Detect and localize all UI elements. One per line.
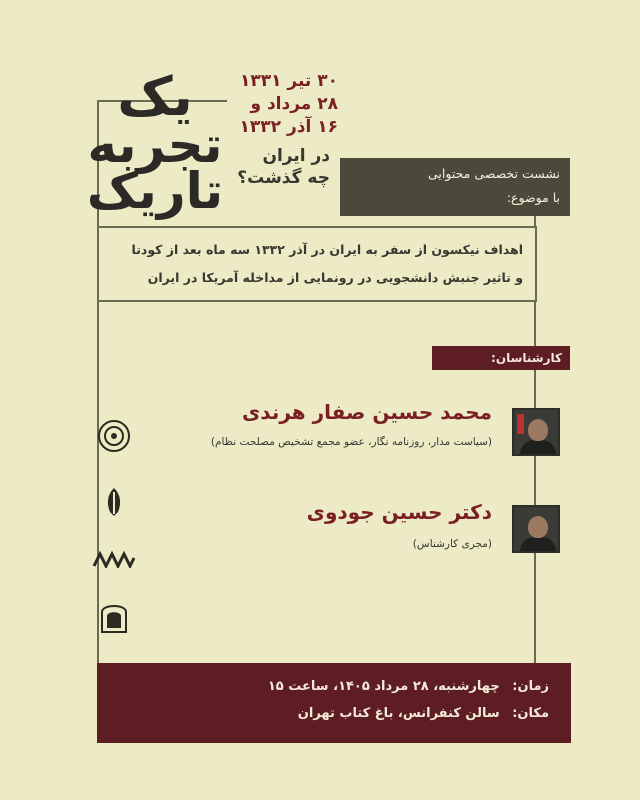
topic-box bbox=[97, 226, 537, 302]
date-line-3: ۱۶ آذر ۱۳۳۲ bbox=[239, 117, 338, 137]
expert-1-name: محمد حسین صفار هرندی bbox=[241, 400, 492, 424]
title-line-2: تجربه bbox=[87, 116, 223, 174]
bookgarden-logo-icon bbox=[92, 548, 136, 568]
person-body-icon bbox=[520, 440, 556, 456]
time-label: زمان: bbox=[512, 679, 549, 694]
session-line-1: نشست تخصصی محتوایی bbox=[427, 166, 560, 181]
event-time-row bbox=[119, 673, 549, 700]
topic-line-2: و تاثیر جنبش دانشجویی در رونمایی از مداخله آمریکا در ایران bbox=[147, 270, 523, 285]
place-label: مکان: bbox=[512, 706, 549, 721]
flag-icon bbox=[517, 414, 524, 434]
event-info-box bbox=[97, 663, 571, 743]
expert-2-photo bbox=[512, 505, 560, 553]
person-head-icon bbox=[528, 516, 548, 538]
poster-title bbox=[80, 65, 230, 220]
person-head-icon bbox=[528, 419, 548, 441]
event-dates bbox=[228, 70, 338, 139]
expert-1-desc: (سیاست مدار، روزنامه نگار، عضو مجمع تشخیص مصلحت نظام) bbox=[210, 436, 492, 448]
mosque-badge-icon bbox=[96, 598, 132, 634]
expert-2-name: دکتر حسین جودوی bbox=[306, 500, 492, 524]
experts-label: کارشناسان: bbox=[432, 346, 570, 370]
frame-line-right-mid bbox=[534, 300, 536, 348]
iran-emblem-icon bbox=[96, 484, 132, 520]
title-line-1: یک bbox=[117, 65, 193, 128]
time-value: چهارشنبه، ۲۸ مرداد ۱۴۰۵، ساعت ۱۵ bbox=[267, 679, 500, 694]
place-value: سالن کنفرانس، باغ کتاب تهران bbox=[297, 706, 500, 721]
expert-2-desc: (مجری کارشناس) bbox=[412, 538, 492, 550]
title-question bbox=[230, 145, 330, 189]
expert-1-photo bbox=[512, 408, 560, 456]
museum-emblem-icon bbox=[96, 418, 132, 454]
question-line-1: در ایران bbox=[262, 146, 330, 166]
question-line-2: چه گذشت؟ bbox=[237, 168, 330, 188]
date-line-1: ۳۰ تیر ۱۳۳۱ bbox=[239, 71, 338, 91]
date-line-2: ۲۸ مرداد و bbox=[250, 94, 338, 114]
topic-line-1: اهداف نیکسون از سفر به ایران در آذر ۱۳۳۲ سه ماه بعد از کودتا bbox=[131, 242, 523, 257]
person-body-icon bbox=[520, 537, 556, 553]
title-line-3: تاریک bbox=[86, 162, 224, 220]
event-place-row bbox=[119, 700, 549, 727]
session-line-2: با موضوع: bbox=[506, 190, 560, 205]
session-header bbox=[340, 158, 570, 216]
